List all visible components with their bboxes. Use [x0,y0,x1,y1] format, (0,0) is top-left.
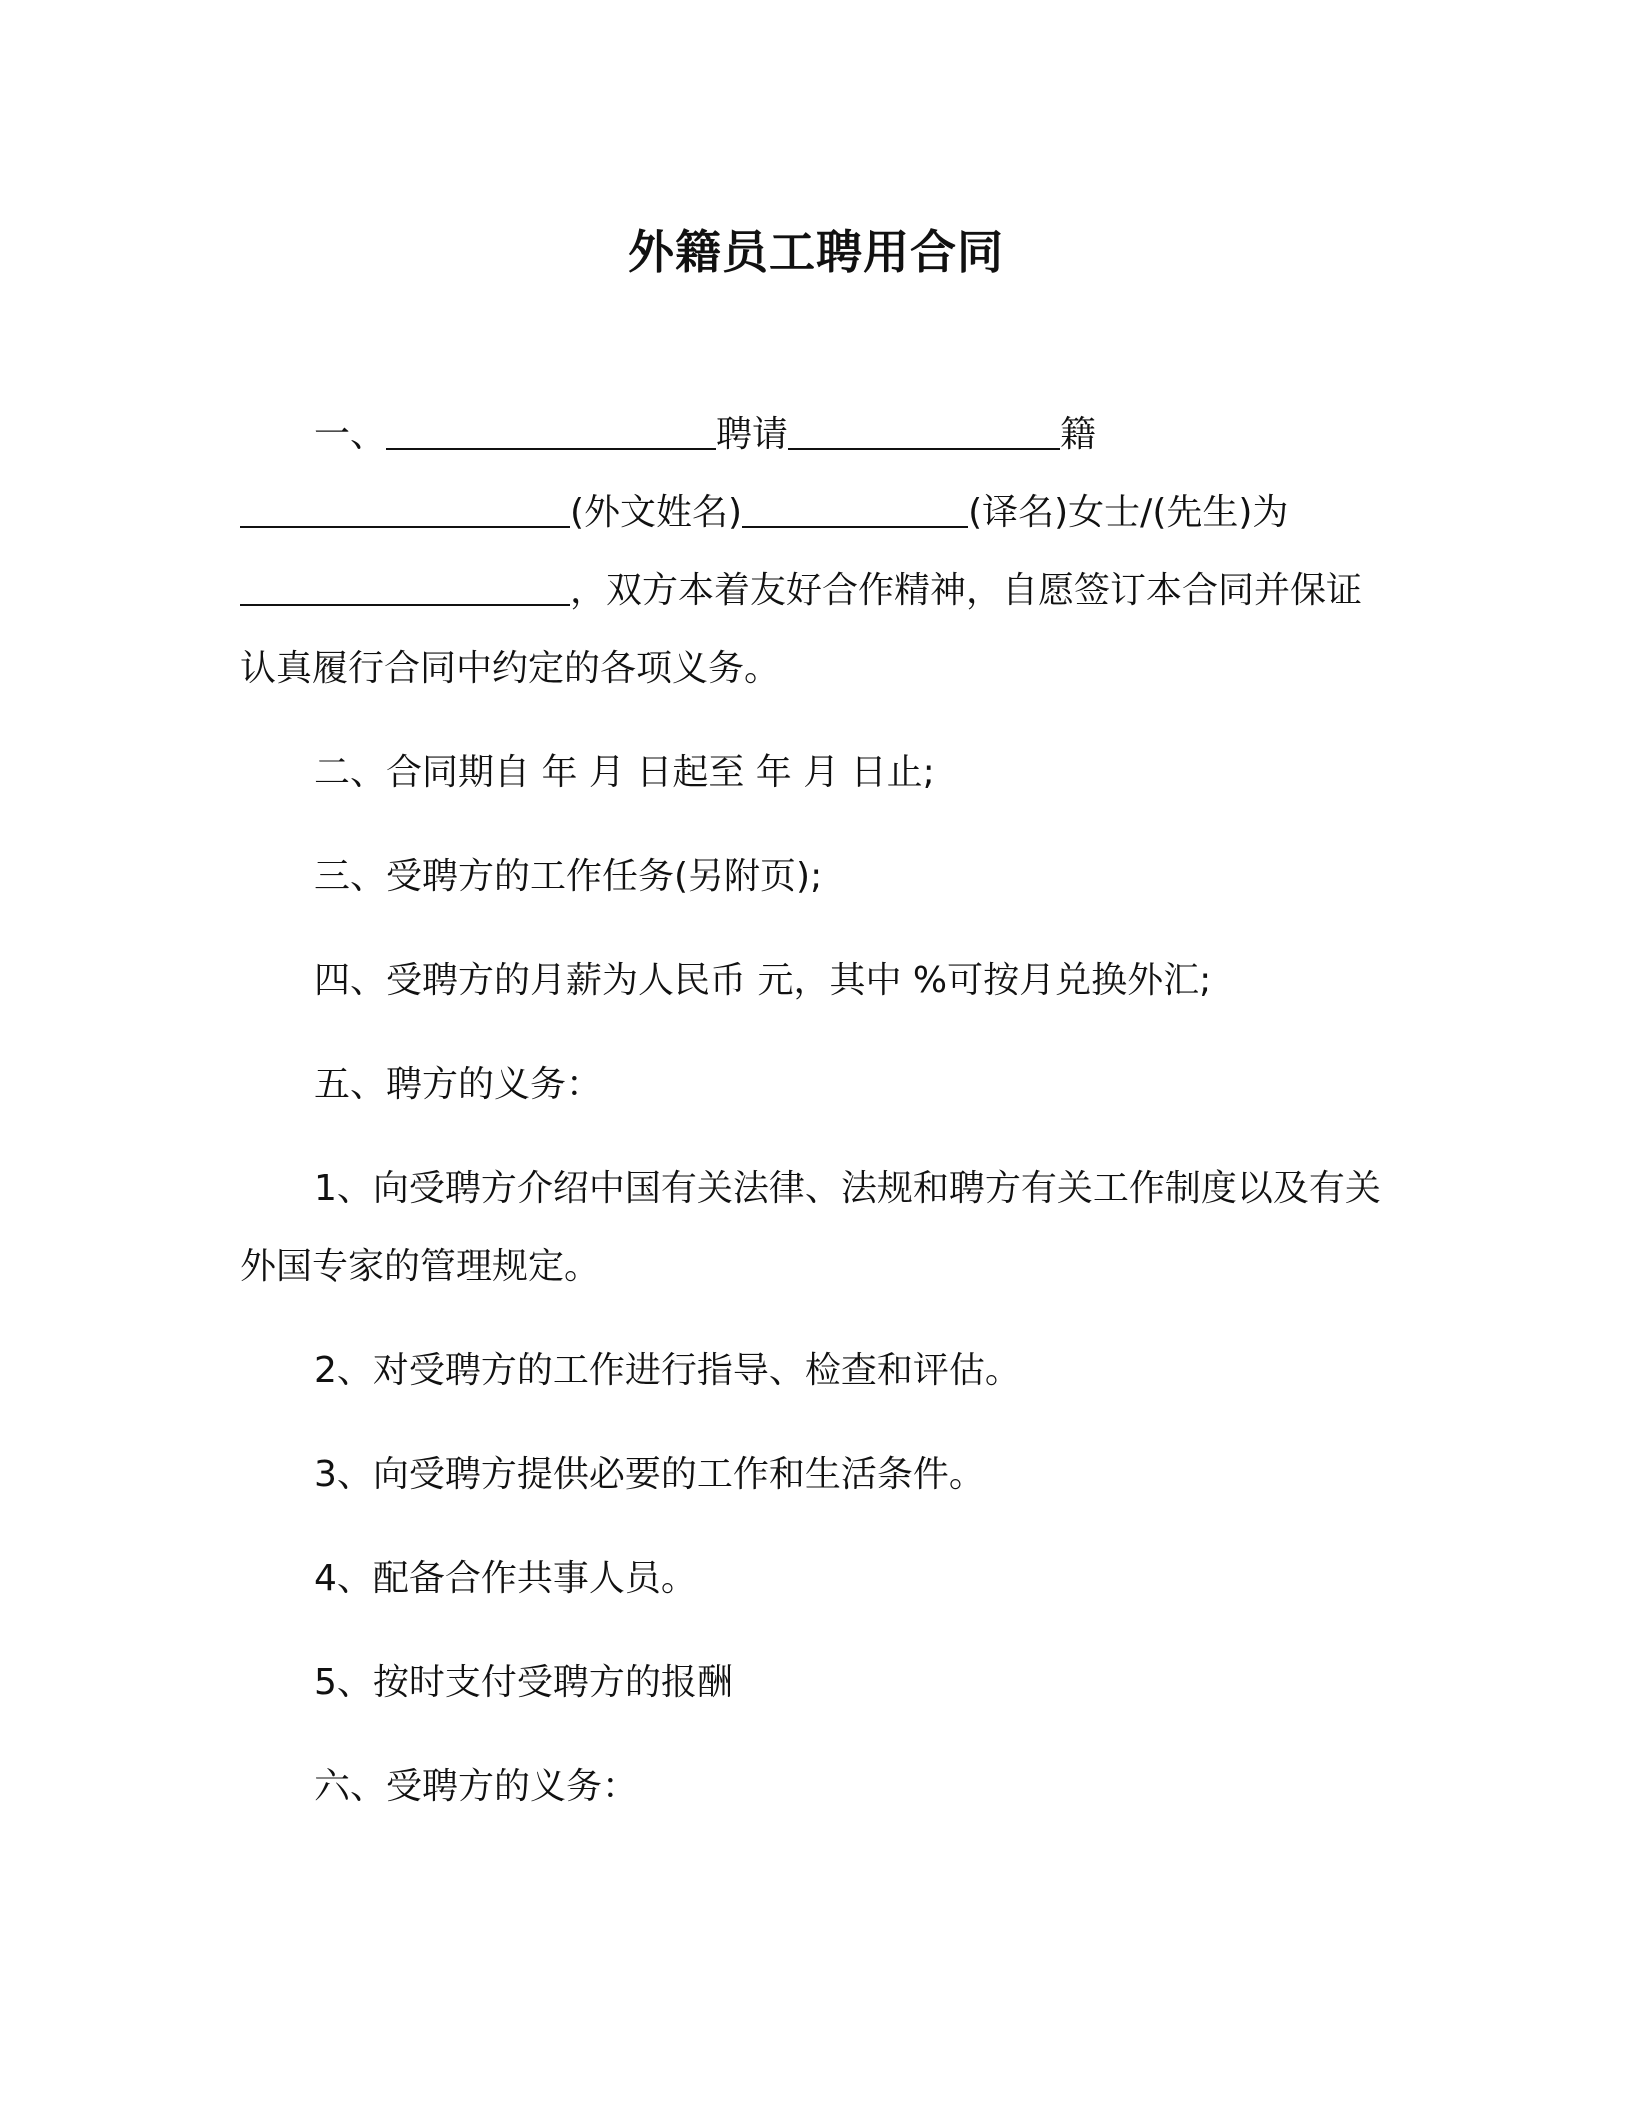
document-body [240,396,1390,1852]
document-title: 外籍员工聘用合同 [628,225,1004,279]
employer-duty-item: 2、对受聘方的工作进行指导、检查和评估。 [314,1350,1021,1391]
clause-1 [240,396,1390,708]
clause-4-salary: 四、受聘方的月薪为人民币 元，其中 %可按月兑换外汇; [314,960,1212,1001]
clause-5-employer-duties-heading: 五、聘方的义务： [314,1064,603,1105]
employer-duty-item: 3、向受聘方提供必要的工作和生活条件。 [314,1454,985,1495]
blank-translated-name [742,490,968,528]
blank-position [240,568,570,606]
clause-1-text-foreign-name: (外文姓名) [570,492,743,533]
clause-1-text-agreement: ，双方本着友好合作精神，自愿签订本合同并保证认真履行合同中约定的各项义务。 [240,570,1363,689]
employer-duty-item: 1、向受聘方介绍中国有关法律、法规和聘方有关工作制度以及有关外国专家的管理规定。 [240,1168,1381,1287]
clause-1-text-hire: 聘请 [716,414,789,455]
clause-1-text-translated-name: (译名)女士/(先生)为 [968,492,1289,533]
clause-1-text-nationality: 籍 [1060,414,1097,455]
clause-2-term: 二、合同期自 年 月 日起至 年 月 日止; [314,752,935,793]
clause-6-employee-duties-heading: 六、受聘方的义务： [314,1766,639,1807]
blank-foreign-name [240,490,570,528]
clause-3-tasks: 三、受聘方的工作任务(另附页); [314,856,823,897]
blank-nationality [788,412,1060,450]
employer-duty-item: 4、配备合作共事人员。 [314,1558,697,1599]
blank-employer-name [386,412,716,450]
employer-duty-item: 5、按时支付受聘方的报酬 [314,1662,733,1703]
clause-1-prefix: 一、 [314,414,387,455]
